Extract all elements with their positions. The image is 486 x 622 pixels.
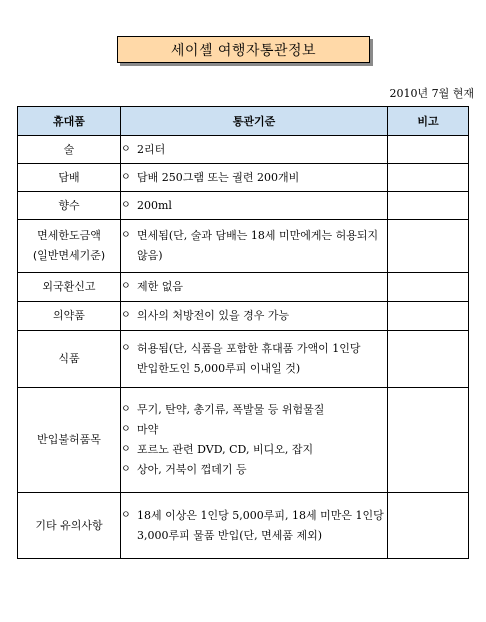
standard-bullet bbox=[121, 140, 387, 160]
bullet-icon: ㅇ bbox=[121, 310, 131, 321]
standard-bullet bbox=[121, 339, 387, 379]
standard-text: 200ml bbox=[137, 198, 172, 212]
item-cell bbox=[18, 136, 121, 164]
page-title: 세이셸 여행자통관정보 bbox=[117, 36, 370, 63]
standard-bullet bbox=[121, 440, 387, 460]
standard-cell bbox=[121, 220, 388, 273]
bullet-icon: ㅇ bbox=[121, 424, 131, 435]
table-row bbox=[18, 273, 469, 302]
standard-text: 마약 bbox=[137, 423, 159, 436]
header-standard: 통관기준 bbox=[121, 107, 388, 136]
note-cell bbox=[388, 220, 469, 273]
item-label: 기타 유의사항 bbox=[35, 518, 103, 532]
note-cell bbox=[388, 136, 469, 164]
table-row bbox=[18, 192, 469, 220]
standard-cell bbox=[121, 493, 388, 559]
table-header-row bbox=[18, 107, 469, 136]
item-label: 의약품 bbox=[53, 309, 85, 322]
note-cell bbox=[388, 302, 469, 331]
standard-cell bbox=[121, 164, 388, 192]
bullet-icon: ㅇ bbox=[121, 281, 131, 292]
standard-text: 2리터 bbox=[137, 142, 166, 156]
bullet-icon: ㅇ bbox=[121, 404, 131, 415]
table-row bbox=[18, 331, 469, 388]
standard-text: 제한 없음 bbox=[137, 280, 184, 293]
bullet-icon: ㅇ bbox=[121, 230, 131, 241]
standard-cell bbox=[121, 273, 388, 302]
standard-text: 상아, 거북이 껍데기 등 bbox=[137, 463, 247, 476]
header-note: 비고 bbox=[388, 107, 469, 136]
table-row bbox=[18, 493, 469, 559]
standard-cell bbox=[121, 388, 388, 493]
item-label: 향수 bbox=[58, 198, 80, 212]
item-cell bbox=[18, 164, 121, 192]
bullet-icon: ㅇ bbox=[121, 343, 131, 354]
standard-bullet bbox=[121, 226, 387, 266]
item-cell bbox=[18, 192, 121, 220]
standard-bullet bbox=[121, 196, 387, 216]
standard-cell bbox=[121, 331, 388, 388]
item-cell bbox=[18, 493, 121, 559]
item-label: 외국환신고 bbox=[42, 280, 96, 293]
standard-bullet bbox=[121, 168, 387, 188]
item-cell bbox=[18, 302, 121, 331]
item-cell bbox=[18, 273, 121, 302]
standard-cell bbox=[121, 192, 388, 220]
standard-bullet bbox=[121, 460, 387, 480]
note-cell bbox=[388, 388, 469, 493]
date-note: 2010년 7월 현재 bbox=[389, 87, 474, 100]
table-row bbox=[18, 136, 469, 164]
standard-text: 면세됨(단, 술과 담배는 18세 미만에게는 허용되지 않음) bbox=[137, 229, 379, 262]
note-cell bbox=[388, 331, 469, 388]
standard-bullet bbox=[121, 277, 387, 297]
customs-info-table bbox=[17, 106, 469, 559]
table-row bbox=[18, 220, 469, 273]
standard-text: 포르노 관련 DVD, CD, 비디오, 잡지 bbox=[137, 443, 314, 456]
item-label: 식품 bbox=[58, 352, 80, 365]
item-label: (일반면세기준) bbox=[32, 249, 106, 262]
bullet-icon: ㅇ bbox=[121, 143, 131, 155]
item-cell bbox=[18, 388, 121, 493]
item-label: 담배 bbox=[58, 170, 80, 184]
table-row bbox=[18, 302, 469, 331]
bullet-icon: ㅇ bbox=[121, 464, 131, 475]
header-item: 휴대품 bbox=[18, 107, 121, 136]
standard-bullet bbox=[121, 506, 387, 546]
bullet-icon: ㅇ bbox=[121, 509, 131, 521]
standard-bullet bbox=[121, 306, 387, 326]
note-cell bbox=[388, 273, 469, 302]
standard-text: 무기, 탄약, 총기류, 폭발물 등 위험물질 bbox=[137, 403, 325, 416]
note-cell bbox=[388, 164, 469, 192]
item-label: 면세한도금액 bbox=[37, 229, 101, 242]
item-cell bbox=[18, 331, 121, 388]
bullet-icon: ㅇ bbox=[121, 444, 131, 455]
standard-text: 담배 250그램 또는 궐련 200개비 bbox=[137, 170, 300, 184]
table-row bbox=[18, 388, 469, 493]
standard-text: 의사의 처방전이 있을 경우 가능 bbox=[137, 309, 290, 322]
bullet-icon: ㅇ bbox=[121, 171, 131, 183]
standard-text: 허용됨(단, 식품을 포함한 휴대품 가액이 1인당 반입한도인 5,000루피 이내일 것) bbox=[137, 342, 361, 375]
standard-bullet bbox=[121, 400, 387, 420]
note-cell bbox=[388, 192, 469, 220]
item-cell bbox=[18, 220, 121, 273]
bullet-icon: ㅇ bbox=[121, 199, 131, 211]
standard-cell bbox=[121, 302, 388, 331]
item-label: 반입불허품목 bbox=[37, 433, 101, 446]
table-row bbox=[18, 164, 469, 192]
standard-cell bbox=[121, 136, 388, 164]
standard-text: 18세 이상은 1인당 5,000루피, 18세 미만은 1인당 3,000루피 물품 반입(단, 면세품 제외) bbox=[137, 508, 384, 542]
item-label: 술 bbox=[63, 142, 75, 156]
note-cell bbox=[388, 493, 469, 559]
standard-bullet bbox=[121, 420, 387, 440]
